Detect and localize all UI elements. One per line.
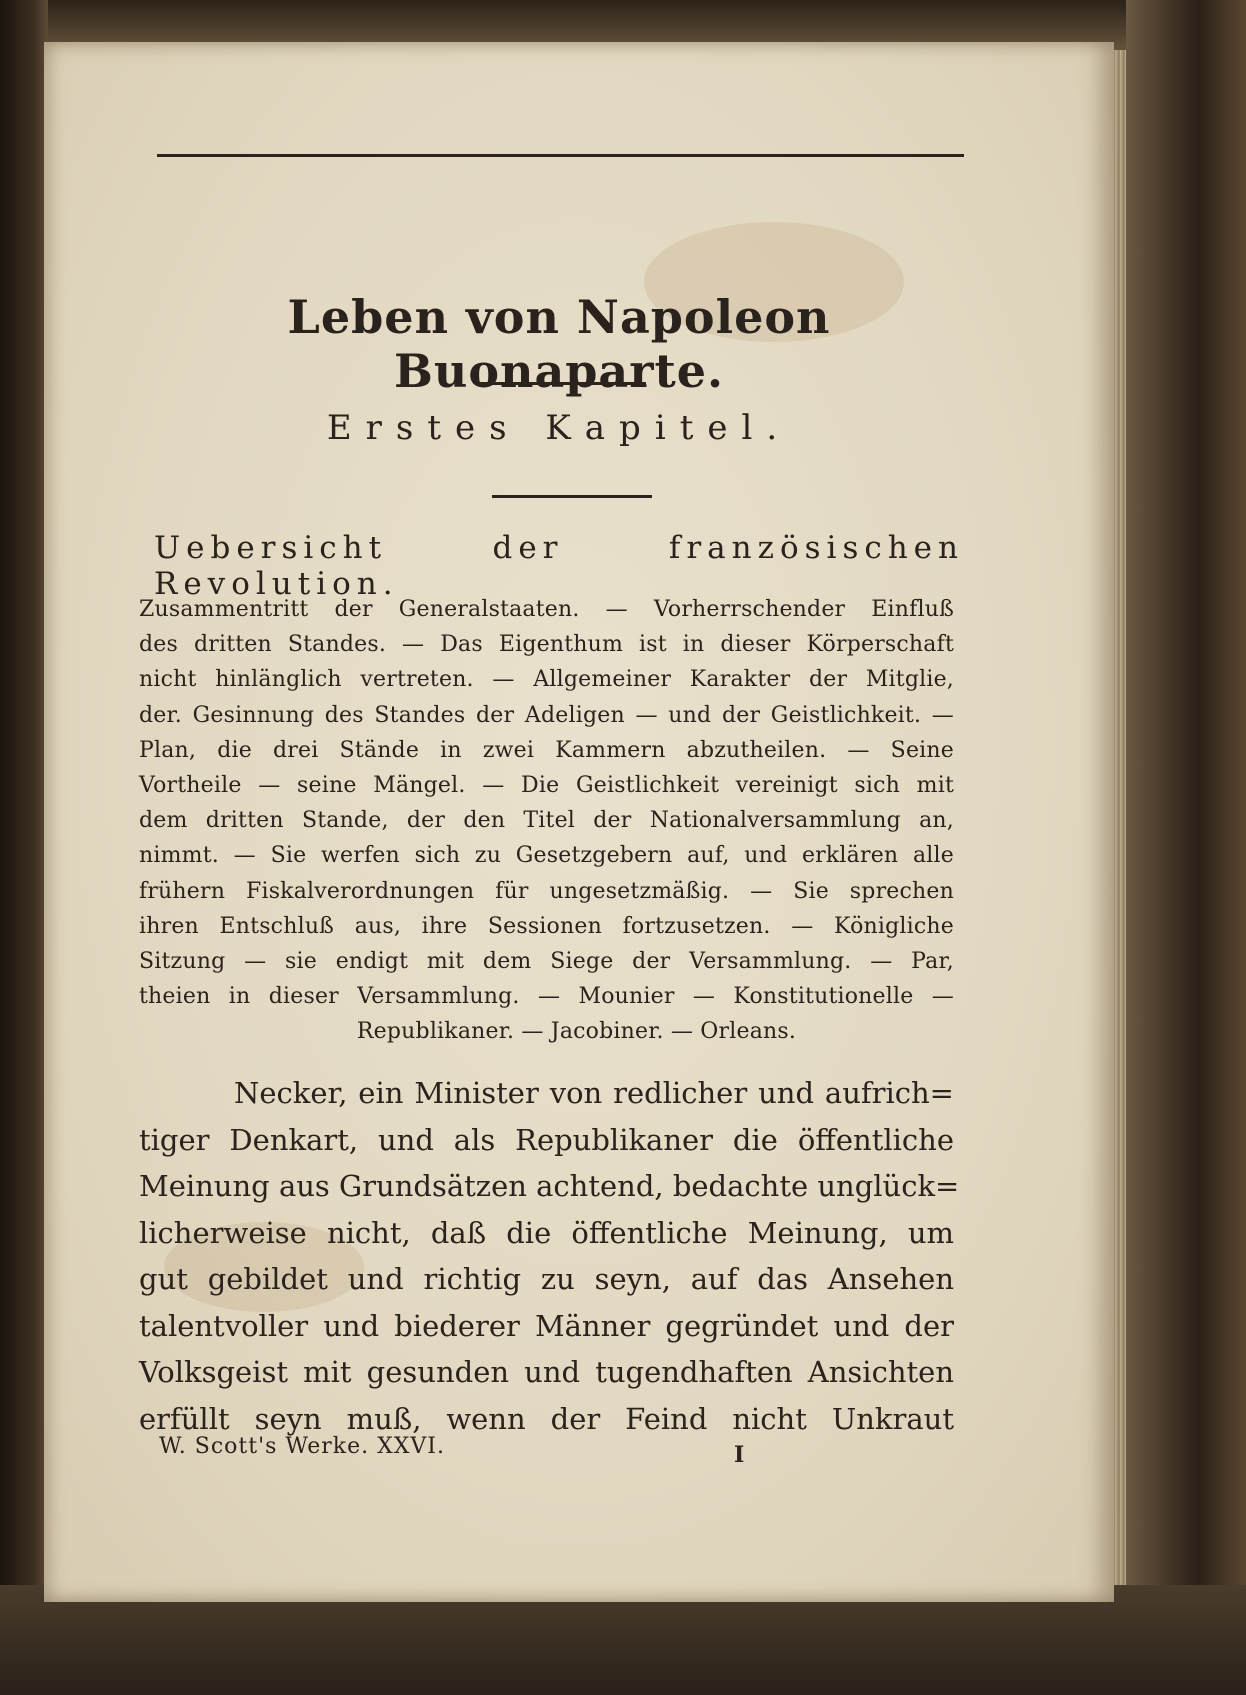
summary-line: Plan, die drei Stände in zwei Kammern abzutheilen. — Seine [139, 737, 954, 763]
summary-line: dem dritten Stande, der den Titel der Nationalversammlung an, [139, 808, 954, 834]
chapter-subtitle: Uebersicht der französischen Revolution. [154, 530, 964, 602]
body-line: Volksgeist mit gesunden und tugendhaften Ansichten [139, 1355, 954, 1389]
body-line: Necker, ein Minister von redlicher und aufrich= [234, 1076, 954, 1110]
summary-line: des dritten Standes. — Das Eigenthum ist in dieser Körperschaft [139, 632, 954, 658]
sheet-number: I [734, 1442, 745, 1468]
book-cover-right [1126, 0, 1246, 1695]
header-rule [157, 154, 964, 157]
book-page [44, 42, 1114, 1602]
page-title: Leben von Napoleon Buonaparte. [287, 290, 831, 398]
summary-line: nimmt. — Sie werfen sich zu Gesetzgebern auf, und erklären alle [139, 843, 954, 869]
body-line: licherweise nicht, daß die öffentliche Meinung, um [139, 1215, 954, 1250]
summary-line: ihren Entschluß aus, ihre Sessionen fortzusetzen. — Königliche [139, 913, 954, 939]
book-cover-left [0, 0, 48, 1695]
printer-signature: W. Scott's Werke. XXVI. [159, 1434, 445, 1459]
chapter-heading: Erstes Kapitel. [326, 408, 792, 448]
summary-line: Sitzung — sie endigt mit dem Siege der Versammlung. — Par, [139, 949, 954, 975]
body-line: Meinung aus Grundsätzen achtend, bedachte unglück= [139, 1169, 960, 1203]
body-line: erfüllt seyn muß, wenn der Feind nicht Unkraut [139, 1401, 954, 1436]
summary-line: der. Gesinnung des Standes der Adeligen — und der Geistlichkeit. — [139, 702, 954, 728]
title-rule [480, 382, 646, 385]
chapter-summary [139, 592, 954, 1050]
summary-line: nicht hinlänglich vertreten. — Allgemeiner Karakter der Mitglie, [139, 667, 954, 693]
body-line: talentvoller und biederer Männer gegründet und der [139, 1308, 954, 1343]
summary-line: Zusammentritt der Generalstaaten. — Vorherrschender Einfluß [139, 597, 954, 622]
body-paragraph [139, 1070, 960, 1442]
body-line: tiger Denkart, und als Republikaner die öffentliche [139, 1122, 954, 1157]
summary-line: frühern Fiskalverordnungen für ungesetzmäßig. — Sie sprechen [139, 878, 954, 904]
summary-line: Republikaner. — Jacobiner. — Orleans. [356, 1019, 797, 1045]
body-line: gut gebildet und richtig zu seyn, auf das Ansehen [139, 1262, 954, 1296]
chapter-rule [492, 495, 652, 498]
summary-line: theien in dieser Versammlung. — Mounier — Konstitutionelle — [139, 984, 954, 1010]
summary-line: Vortheile — seine Mängel. — Die Geistlichkeit vereinigt sich mit [139, 773, 954, 799]
